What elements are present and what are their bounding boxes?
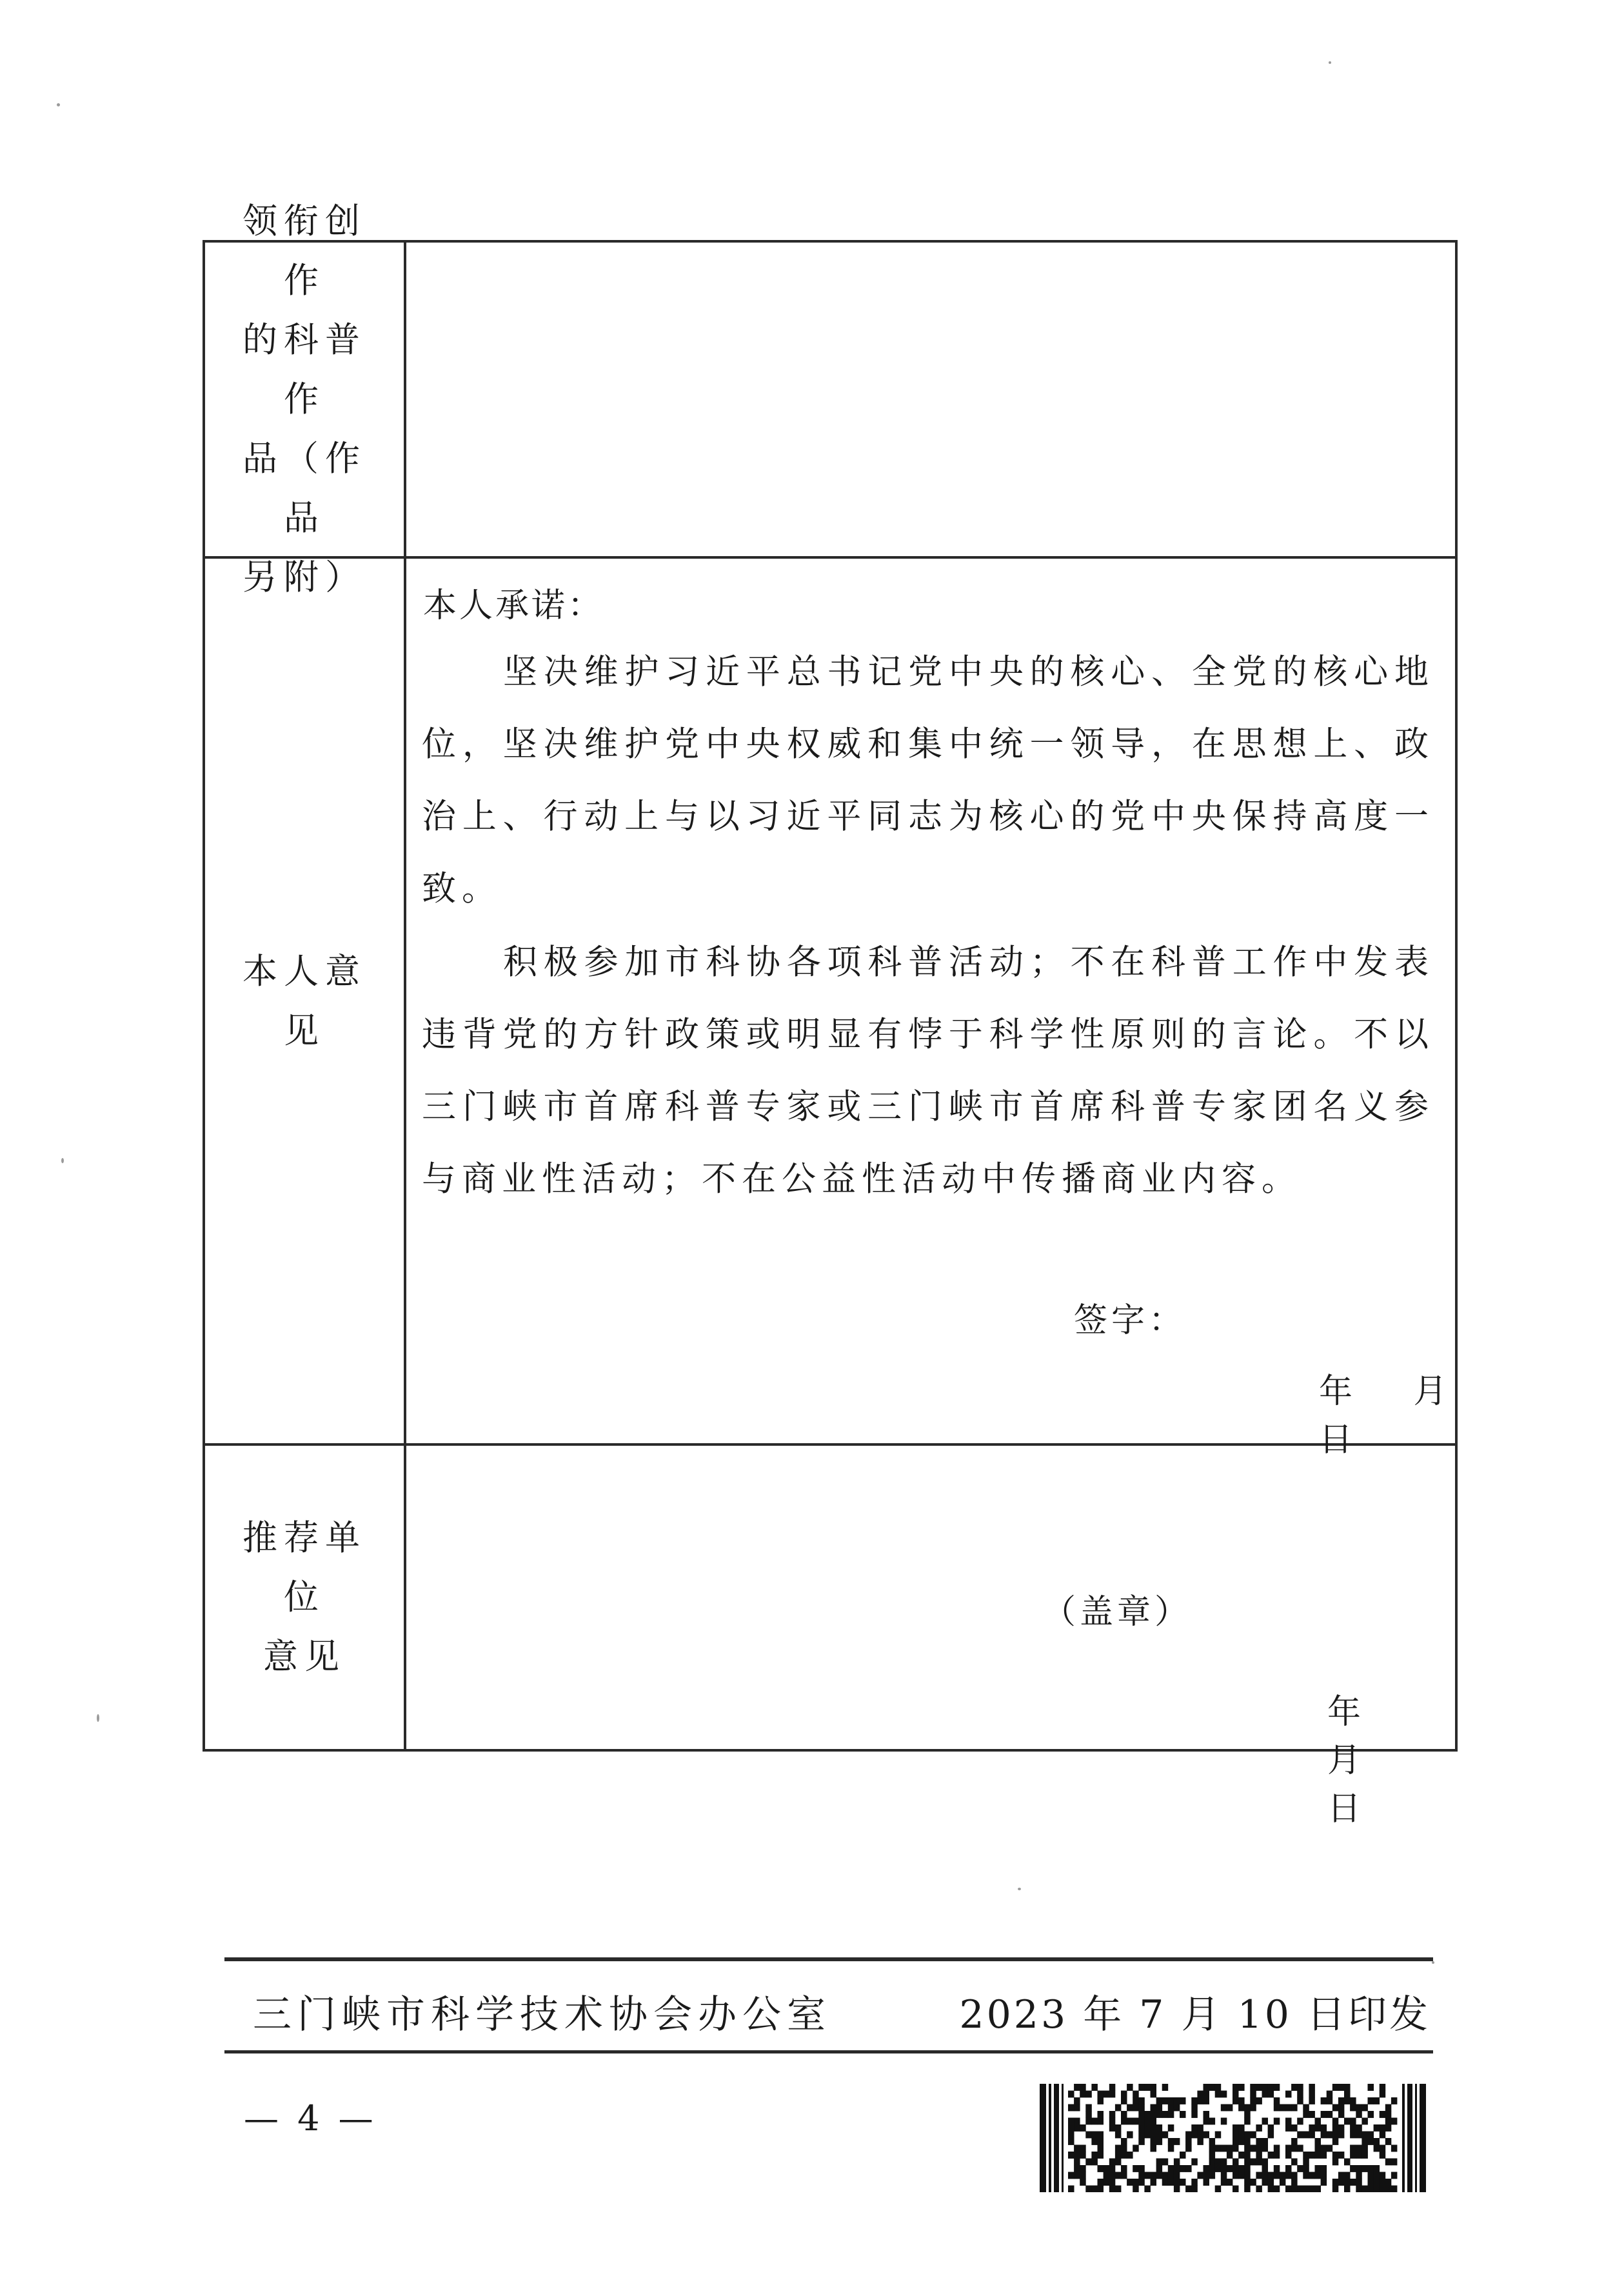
label-cell-works xyxy=(205,201,406,597)
application-form-table xyxy=(203,201,1458,1828)
promise-paragraph-2: 积极参加市科协各项科普活动；不在科普工作中发表违背党的方针政策或明显有悖于科学性原则的言论。不以三门峡市首席科普专家或三门峡市首席科普专家团名义参与商业性活动；不在公益性活动中传播商业内容。 xyxy=(422,943,1434,1199)
page-number: — 4 — xyxy=(244,2098,377,2139)
2d-barcode-icon xyxy=(1037,2084,1427,2192)
opinion-content-cell xyxy=(406,559,1455,1459)
works-label: 领衔创作 的科普作 品（作品 另附） xyxy=(243,201,366,597)
recommend-content-cell xyxy=(406,1446,1455,1828)
scan-speck xyxy=(57,103,60,106)
scan-speck xyxy=(1329,61,1331,64)
signature-date: 年 月 日 xyxy=(1319,1372,1450,1459)
scan-speck xyxy=(1018,1888,1021,1890)
works-content-cell xyxy=(406,243,1455,556)
signature-label: 签字： xyxy=(1074,1301,1187,1340)
row-works xyxy=(205,201,1455,597)
stamp-date: 年 月 日 xyxy=(1327,1693,1364,1828)
promise-paragraph-1: 坚决维护习近平总书记党中央的核心、全党的核心地位，坚决维护党中央权威和集中统一领导，在思想上、政治上、行动上与以习近平同志为核心的党中央保持高度一致。 xyxy=(422,652,1434,908)
issuer-name: 三门峡市科学技术协会办公室 xyxy=(253,1992,831,2037)
recommend-label: 推荐单位 意见 xyxy=(243,1517,366,1677)
promise-intro: 本人承诺： xyxy=(423,586,604,625)
opinion-label: 本人意见 xyxy=(243,950,366,1051)
label-cell-opinion xyxy=(205,559,406,1443)
footer-bottom-rule xyxy=(224,2050,1433,2053)
row-personal-opinion xyxy=(205,559,1455,1459)
scan-speck xyxy=(61,1158,64,1163)
scan-speck xyxy=(97,1714,99,1722)
row-recommend-opinion xyxy=(205,1446,1455,1828)
footer-top-rule xyxy=(224,1957,1433,1961)
label-cell-recommend xyxy=(205,1446,406,1749)
issue-date: 2023 年 7 月 10 日印发 xyxy=(959,1992,1431,2037)
scan-speck xyxy=(1432,1961,1434,1964)
stamp-label: （盖章） xyxy=(1042,1593,1193,1632)
